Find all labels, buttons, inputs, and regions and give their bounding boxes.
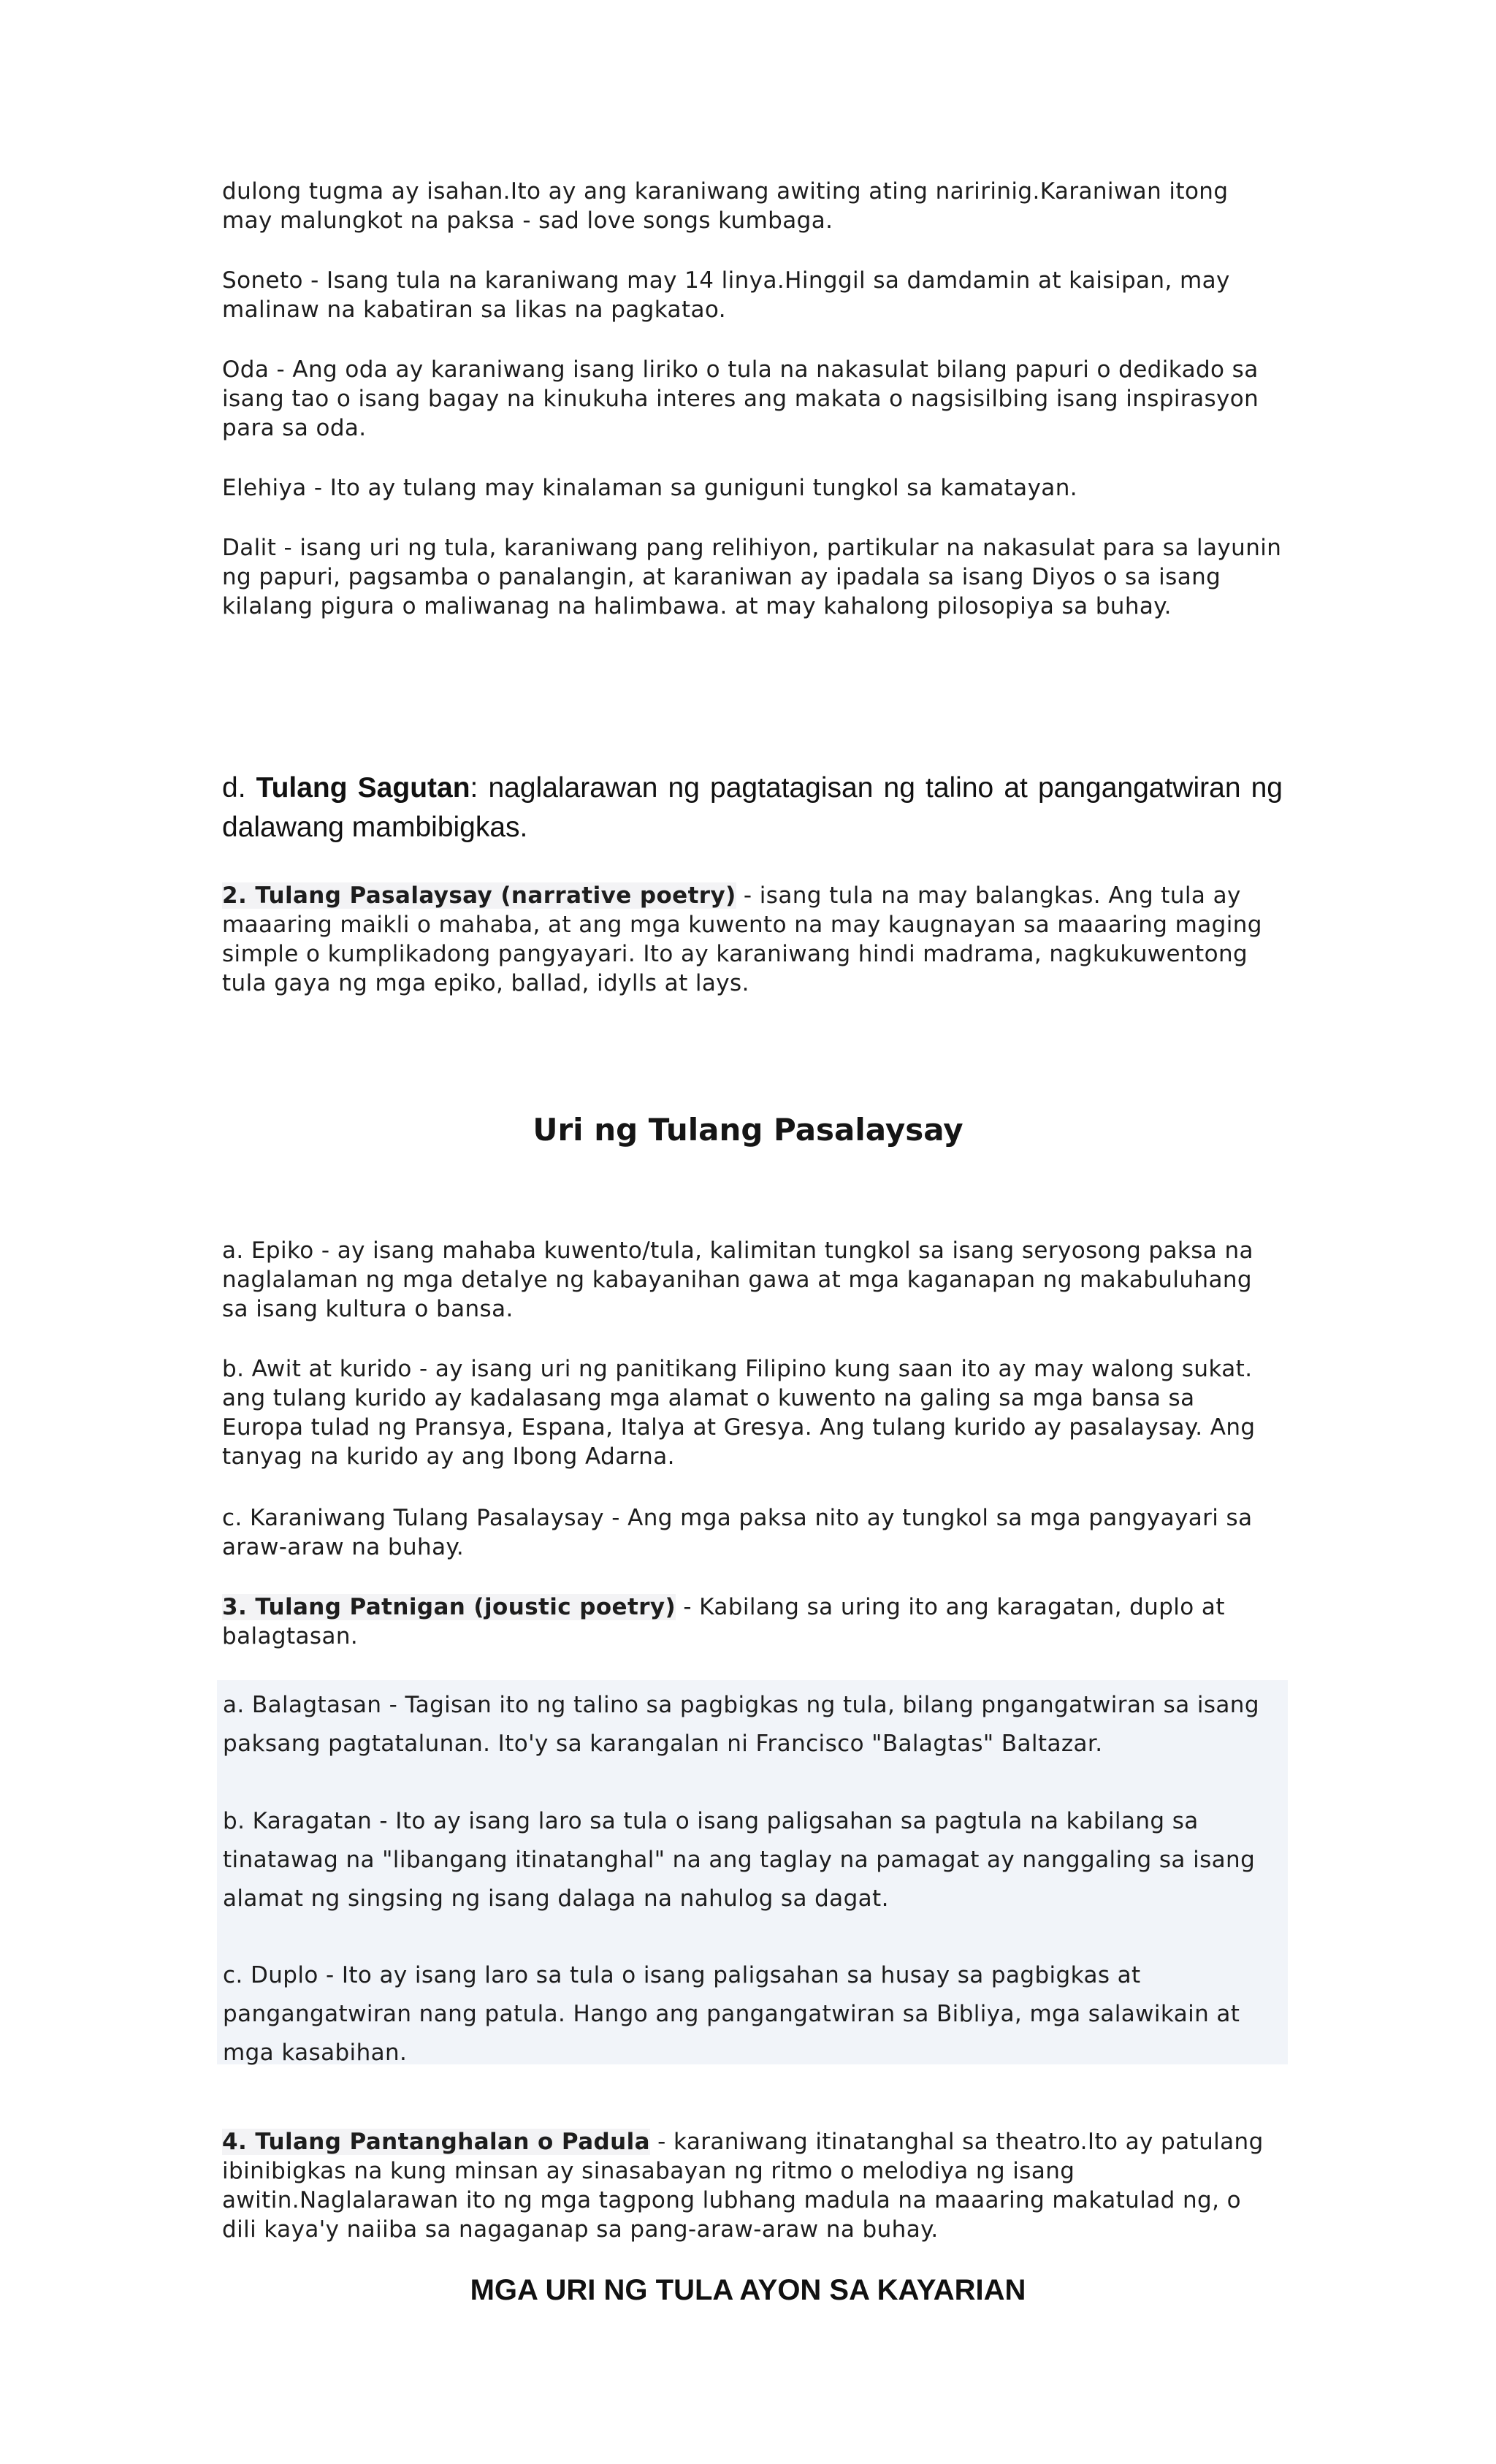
soneto-paragraph (222, 266, 1283, 324)
patnigan-definition: - Kabilang sa uring ito ang karagatan, duplo at balagtasan. (222, 1594, 1225, 1649)
paragraph-text: Elehiya - Ito ay tulang may kinalaman sa guniguni tungkol sa kamatayan. (222, 475, 1078, 501)
awit-kurido-paragraph (222, 1354, 1283, 1471)
pasalaysay-paragraph (222, 881, 1283, 998)
paragraph-text: c. Duplo - Ito ay isang laro sa tula o isang paligsahan sa husay sa pagbigkas at pangangatwiran nang patula. Hango ang pangangatwiran sa Bibliya, mga salawikain at mga kasabihan. (223, 1962, 1240, 2066)
footer-title: MGA URI NG TULA AYON SA KAYARIAN (470, 2274, 1026, 2306)
paragraph-text: a. Balagtasan - Tagisan ito ng talino sa pagbigkas ng tula, bilang pngangatwiran sa isang paksang pagtatalunan. Ito'y sa karangalan ni Francisco "Balagtas" Baltazar. (223, 1692, 1259, 1757)
paragraph-text: c. Karaniwang Tulang Pasalaysay - Ang mga paksa nito ay tungkol sa mga pangyayari sa araw-araw na buhay. (222, 1505, 1253, 1560)
pantanghalan-text (222, 2127, 1283, 2244)
paragraph-text: dulong tugma ay isahan.Ito ay ang karaniwang awiting ating naririnig.Karaniwan itong may malungkot na paksa - sad love songs kumbaga. (222, 178, 1229, 234)
elehiya-paragraph (222, 473, 1283, 503)
epiko-paragraph (222, 1236, 1283, 1324)
karaniwang-pasalaysay-paragraph (222, 1503, 1283, 1562)
pantanghalan-definition: - karaniwang itinatanghal sa theatro.Ito ay patulang ibinibigkas na kung minsan ay sinasabayan ng ritmo o melodiya ng isang awitin.Naglalarawan ito ng mga tagpong lubhang madula na maaaring makatulad ng, o dili kaya'y naiiba sa nagaganap sa pang-araw-araw na buhay. (222, 2129, 1264, 2243)
tulang-sagutan-paragraph (222, 768, 1283, 847)
balagtasan-item (217, 1686, 1288, 1763)
patnigan-examples-box (217, 1680, 1288, 2064)
paragraph-text: a. Epiko - ay isang mahaba kuwento/tula, kalimitan tungkol sa isang seryosong paksa na naglalaman ng mga detalye ng kabayanihan gawa at mga kaganapan ng makabuluhang sa isang kultura o bansa. (222, 1237, 1253, 1322)
paragraph-text: Dalit - isang uri ng tula, karaniwang pang relihiyon, partikular na nakasulat para sa layunin ng papuri, pagsamba o panalangin, at karaniwan ay ipadala sa isang Diyos o sa isang kilalang pigura o maliwanag na halimbawa. at may kahalong pilosopiya sa buhay. (222, 535, 1282, 619)
pasalaysay-text (222, 881, 1283, 998)
paragraph-text: Soneto - Isang tula na karaniwang may 14 linya.Hinggil sa damdamin at kaisipan, may malinaw na kabatiran sa likas na pagkatao. (222, 267, 1230, 323)
pasalaysay-term: 2. Tulang Pasalaysay (narrative poetry) (222, 882, 736, 909)
dalit-paragraph (222, 533, 1283, 621)
patnigan-text (222, 1593, 1283, 1651)
tulang-sagutan-definition: : naglalarawan ng pagtatagisan ng talino at pangangatwiran ng dalawang mambibigkas. (222, 772, 1283, 843)
paragraph-text: b. Awit at kurido - ay isang uri ng panitikang Filipino kung saan ito ay may walong sukat. ang tulang kurido ay kadalasang mga alamat o kuwento na galing sa mga bansa sa Europa tulad ng Pransya, Espana, Italya at Gresya. Ang tulang kurido ay pasalaysay. Ang tanyag na kurido ay ang Ibong Adarna. (222, 1356, 1256, 1470)
tulang-sagutan-text (222, 768, 1283, 847)
patnigan-paragraph (222, 1593, 1283, 1651)
intro-paragraph (222, 177, 1283, 235)
pantanghalan-term: 4. Tulang Pantanghalan o Padula (222, 2129, 650, 2155)
duplo-item (217, 1956, 1288, 2072)
karagatan-item (217, 1802, 1288, 1918)
tulang-sagutan-term: Tulang Sagutan (256, 772, 470, 804)
paragraph-text: b. Karagatan - Ito ay isang laro sa tula o isang paligsahan sa pagtula na kabilang sa tinatawag na "libangang itinatanghal" na ang taglay na pamagat ay nanggaling sa isang alamat ng singsing ng isang dalaga na nahulog sa dagat. (223, 1808, 1256, 1912)
section-title: Uri ng Tulang Pasalaysay (533, 1112, 963, 1148)
oda-paragraph (222, 355, 1283, 443)
paragraph-text: Oda - Ang oda ay karaniwang isang liriko o tula na nakasulat bilang papuri o dedikado sa isang tao o isang bagay na kinukuha interes ang makata o nagsisilbing isang inspirasyon para sa oda. (222, 356, 1259, 441)
tulang-sagutan-prefix: d. (222, 772, 256, 804)
pasalaysay-definition: - isang tula na may balangkas. Ang tula ay maaaring maikli o mahaba, at ang mga kuwento na may kaugnayan sa maaaring maging simple o kumplikadong pangyayari. Ito ay karaniwang hindi madrama, nagkukuwentong tula gaya ng mga epiko, ballad, idylls at lays. (222, 882, 1262, 996)
pantanghalan-paragraph (222, 2127, 1283, 2244)
patnigan-term: 3. Tulang Patnigan (joustic poetry) (222, 1594, 676, 1620)
